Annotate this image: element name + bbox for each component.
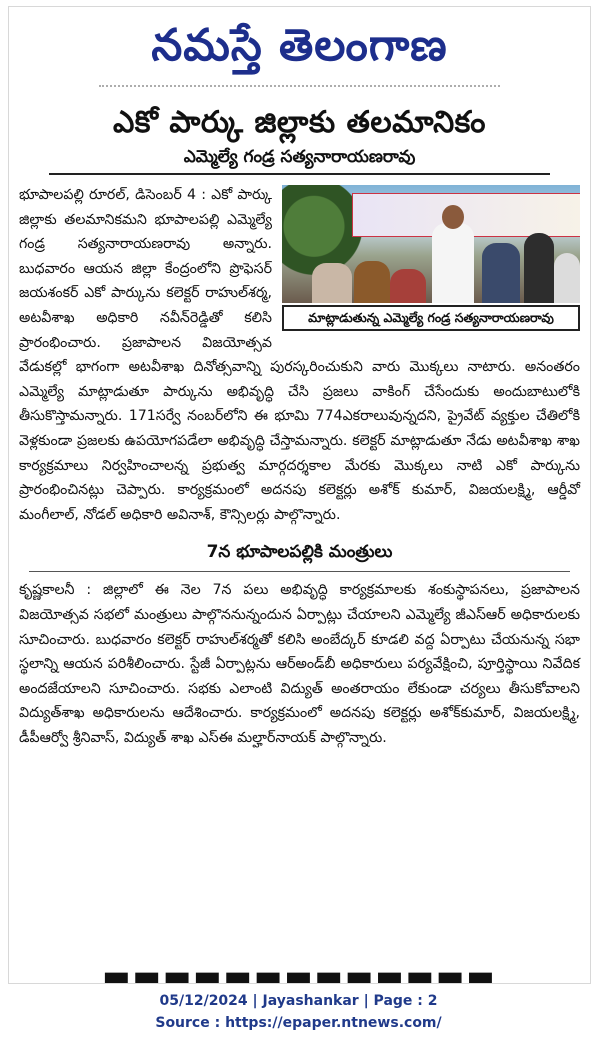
photo-caption: మాట్లాడుతున్న ఎమ్మెల్యే గండ్ర సత్యనారాయణరావు [282, 305, 580, 331]
newspaper-clipping [8, 6, 591, 984]
article-headline: ఎకో పార్కు జిల్లాకు తలమానికం [112, 105, 487, 140]
page-footer [0, 990, 597, 1034]
cut-text-strip [99, 85, 500, 97]
section-body [9, 578, 590, 750]
cut-off-headline: ▬▬▬▬▬▬▬▬▬▬▬▬▬ [102, 959, 497, 984]
article-body [9, 175, 590, 527]
section-headline: 7న భూపాలపల్లికి మంత్రులు [206, 542, 393, 563]
footer-edition-info: 05/12/2024 | Jayashankar | Page : 2 [159, 993, 438, 1009]
article-text: భూపాలపల్లి రూరల్, డిసెంబర్ 4 : ఎకో పార్కు జిల్లాకు తలమానికమని భూపాలపల్లి ఎమ్మెల్యే గండ్ర సత్యనారాయణరావు అన్నారు. బుధవారం ఆయన జిల్లా కేంద్రంలోని ప్రొఫెసర్ జయశంకర్ ఎకో పార్కును కలెక్టర్ రాహుల్‌శర్మ, అటవీశాఖ అధికారి నవీన్‌రెడ్డితో కలిసి ప్రారంభించారు. ప్రజాపాలన విజయోత్సవ వేడుకల్లో భాగంగా అటవీశాఖ దినోత్సవాన్ని పురస్కరించుకుని వారు మొక్కలు నాటారు. అనంతరం ఎమ్మెల్యే మాట్లాడుతూ పార్కును అభివృద్ధి చేసి ప్రజలు వాకింగ్ చేసేందుకు అందుబాటులోకి తీసుకొస్తామన్నారు. 171సర్వే నంబర్‌లోని ఈ భూమి 774ఎకరాలువున్నదని, ప్రైవేట్ వ్యక్తుల చేతిలోకి వెళ్లకుండా ప్రజలకు ఉపయోగపడేలా అభివృద్ధి చేస్తామన్నారు. కలెక్టర్ మాట్లాడుతూ నేడు అటవీశాఖ శాఖ కార్యక్రమాలు నిర్వహించాలన్న ప్రభుత్వ మార్గదర్శకాల మేరకు మొక్కలు నాటి ఎకో పార్కును ప్రారంభించినట్లు చెప్పారు. కార్యక్రమంలో అదనపు కలెక్టర్లు అశోక్ కుమార్, విజయలక్ష్మి, ఆర్డీవో మంగీలాల్, నోడల్ అధికారి అవినాశ్, కౌన్సిలర్లు పాల్గొన్నారు. [19, 187, 580, 523]
section-divider [29, 571, 570, 572]
article-photo [282, 185, 580, 331]
article-subheadline: ఎమ్మెల్యే గండ్ర సత్యనారాయణరావు [183, 147, 416, 167]
newspaper-masthead: నమస్తే తెలంగాణ [151, 20, 448, 71]
section-text: కృష్ణకాలనీ : జిల్లాలో ఈ నెల 7న పలు అభివృద్ధి కార్యక్రమాలకు శంకుస్థాపనలు, ప్రజాపాలన విజయోత్సవ సభలో మంత్రులు పాల్గొననున్నందున ఏర్పాట్లు చేయాలని ఎమ్మెల్యే జీఎస్ఆర్ అధికారులకు సూచించారు. బుధవారం కలెక్టర్ రాహుల్‌శర్మతో కలిసి అంబేద్కర్ కూడలి వద్ద ఏర్పాటు చేయనున్న సభా స్థలాన్ని ఆయన పరిశీలించారు. స్టేజీ ఏర్పాట్లను ఆర్‌అండ్‌బీ అధికారులు పర్యవేక్షించి, పూర్తిస్థాయి నివేదిక అందజేయాలని సూచించారు. సభకు ఎలాంటి విద్యుత్ అంతరాయం లేకుండా చర్యలు తీసుకోవాలని విద్యుత్‌శాఖ అధికారులను ఆదేశించారు. కార్యక్రమంలో అదనపు కలెక్టర్లు అశోక్‌కుమార్, విజయలక్ష్మి, డీపీఆర్వో శ్రీనివాస్, విద్యుత్ శాఖ ఎస్ఈ మల్హార్‌నాయక్ పాల్గొన్నారు. [19, 582, 580, 746]
photo-image [282, 185, 580, 303]
footer-source-link[interactable]: Source : https://epaper.ntnews.com/ [155, 1015, 442, 1031]
